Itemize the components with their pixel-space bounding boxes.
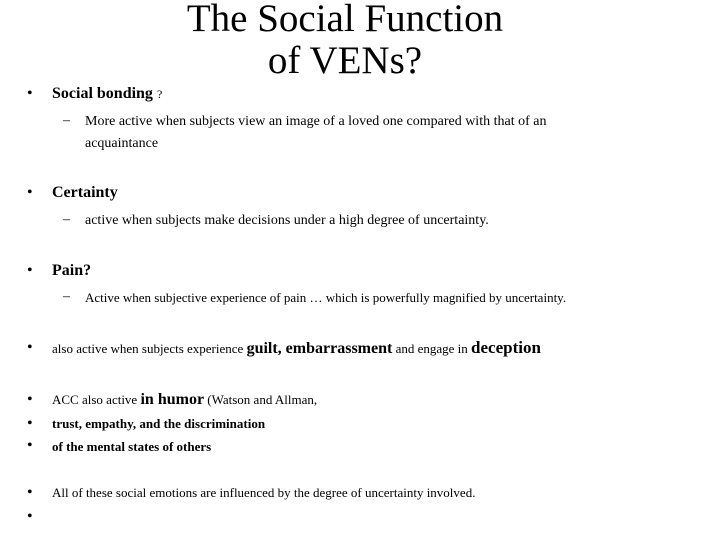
pain-sub: Active when subjective experience of pain … which is powerfully magnified by uncertainty. — [85, 290, 567, 305]
certainty-label: Certainty — [52, 184, 118, 201]
summary-line: All of these social emotions are influenced by the degree of uncertainty involved. — [52, 485, 476, 500]
guilt-term: guilt, embarrassment — [246, 340, 393, 357]
certainty-sub: active when subjects make decisions under a high degree of uncertainty. — [85, 213, 489, 228]
title-line-2: of VENs? — [267, 39, 423, 82]
bullet: • — [27, 508, 33, 525]
social-bonding-heading — [52, 85, 162, 103]
bullet: • — [27, 262, 33, 279]
bullet: • — [27, 339, 33, 356]
humor-suffix: (Watson and Allman, — [204, 392, 318, 407]
dash: – — [63, 113, 70, 128]
dash: – — [63, 289, 70, 304]
bullet: • — [27, 184, 33, 201]
humor-term: in humor — [140, 391, 205, 408]
slide-title — [150, 0, 540, 82]
bullet: • — [27, 415, 33, 432]
bullet: • — [27, 85, 33, 102]
bullet: • — [27, 391, 33, 408]
guilt-middle: and engage in — [392, 341, 472, 356]
trust-line-2: of the mental states of others — [52, 439, 212, 454]
social-bonding-label: Social bonding — [52, 85, 153, 102]
bullet: • — [27, 484, 33, 501]
social-bonding-sub-line-1: More active when subjects view an image of a loved one compared with that of an — [85, 114, 547, 129]
deception-term: deception — [471, 338, 541, 357]
guilt-line — [52, 336, 541, 361]
bullet: • — [27, 437, 33, 454]
humor-line — [52, 388, 317, 412]
social-bonding-question-mark: ? — [156, 87, 163, 101]
social-bonding-sub-line-2: acquaintance — [85, 136, 159, 151]
humor-prefix: ACC also active — [52, 392, 141, 407]
pain-label: Pain? — [52, 262, 92, 279]
dash: – — [63, 212, 70, 227]
guilt-prefix: also active when subjects experience — [52, 341, 247, 356]
title-line-1: The Social Function — [186, 0, 504, 40]
trust-line-1: trust, empathy, and the discrimination — [52, 416, 266, 431]
